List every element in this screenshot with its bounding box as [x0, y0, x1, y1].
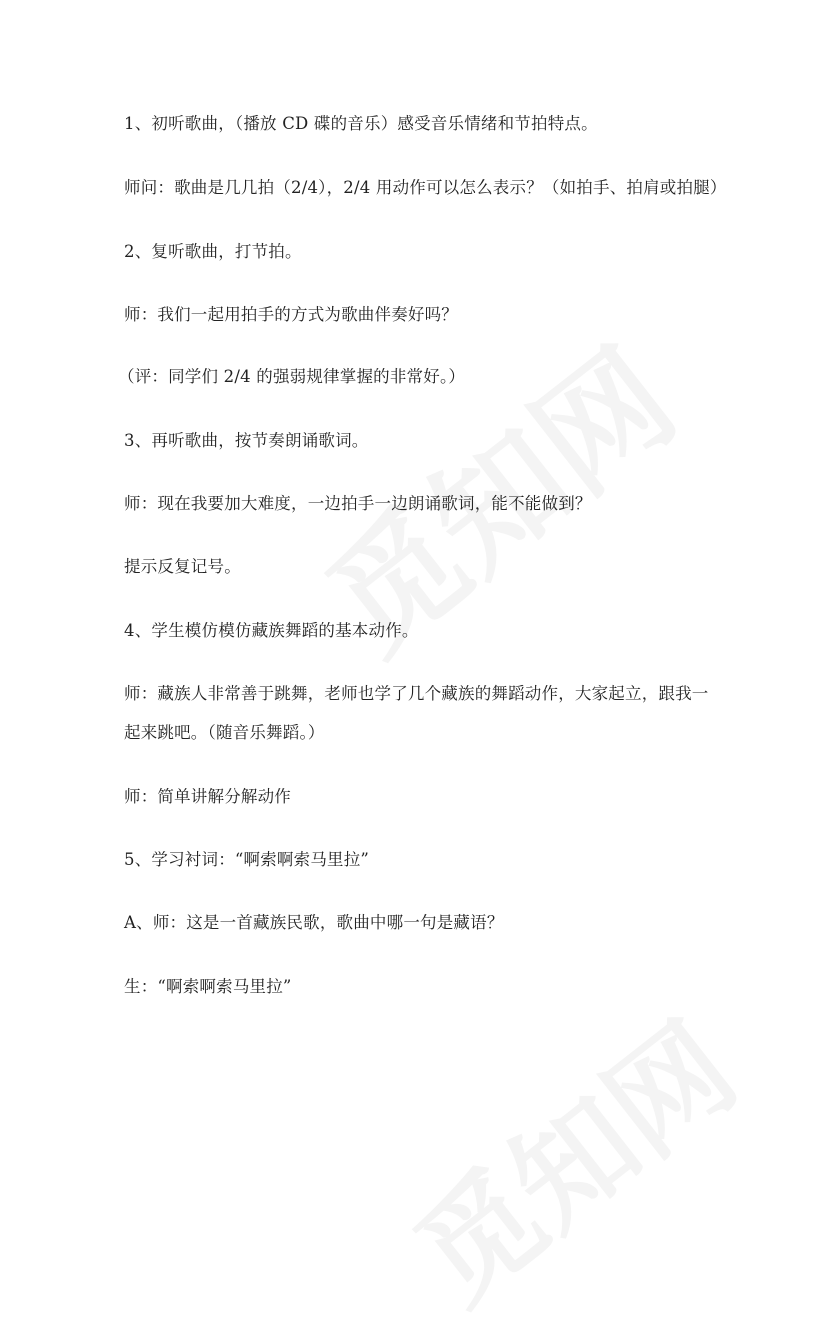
paragraph: 生：“啊索啊索马里拉” — [124, 977, 292, 996]
paragraph: 师：藏族人非常善于跳舞，老师也学了几个藏族的舞蹈动作，大家起立，跟我一 — [124, 684, 709, 703]
paragraph: 起来跳吧。（随音乐舞蹈。） — [124, 723, 325, 742]
paragraph: 2、复听歌曲，打节拍。 — [124, 242, 302, 261]
paragraph: 提示反复记号。 — [124, 557, 241, 576]
paragraph: 师问：歌曲是几几拍（2/4），2/4 用动作可以怎么表示？（如拍手、拍肩或拍腿） — [124, 178, 727, 197]
paragraph: 4、学生模仿模仿藏族舞蹈的基本动作。 — [124, 621, 419, 640]
paragraph: 5、学习衬词：“啊索啊索马里拉” — [124, 850, 370, 869]
paragraph: 3、再听歌曲，按节奏朗诵歌词。 — [124, 431, 369, 450]
paragraph: A、师：这是一首藏族民歌，歌曲中哪一句是藏语？ — [124, 913, 504, 932]
paragraph: （评：同学们 2/4 的强弱规律掌握的非常好。） — [118, 367, 466, 386]
watermark — [375, 977, 765, 1334]
paragraph: 师：现在我要加大难度，一边拍手一边朗诵歌词，能不能做到？ — [124, 494, 592, 513]
paragraph: 师：我们一起用拍手的方式为歌曲伴奏好吗？ — [124, 305, 458, 324]
paragraph: 1、初听歌曲，（播放 CD 碟的音乐）感受音乐情绪和节拍特点。 — [124, 114, 598, 133]
paragraph: 师：简单讲解分解动作 — [124, 787, 291, 806]
